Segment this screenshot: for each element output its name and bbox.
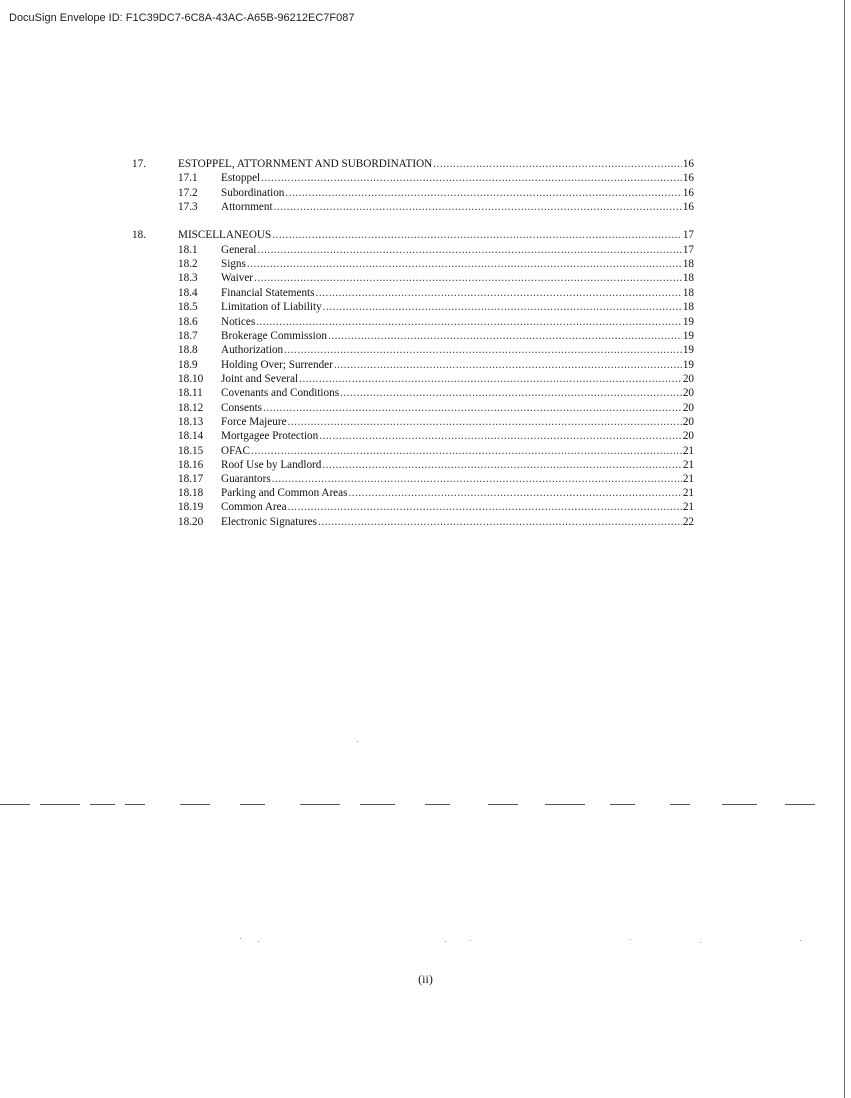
item-page: 20 — [682, 387, 694, 399]
toc-item — [178, 272, 694, 285]
item-title: Roof Use by Landlord — [221, 459, 322, 471]
dot-leader — [334, 359, 682, 372]
item-page: 20 — [682, 402, 694, 414]
dot-leader — [272, 229, 682, 242]
toc-item — [178, 330, 694, 343]
toc-item — [178, 373, 694, 386]
toc-item — [178, 501, 694, 514]
item-page: 21 — [682, 445, 694, 457]
dot-leader — [285, 187, 681, 200]
item-page: 16 — [682, 201, 694, 213]
item-number: 17.3 — [178, 201, 198, 213]
item-title: Brokerage Commission — [221, 330, 327, 342]
page-number: (ii) — [418, 972, 433, 986]
item-title: Force Majeure — [221, 416, 287, 428]
item-page: 19 — [682, 330, 694, 342]
item-number: 18.16 — [178, 459, 204, 471]
dot-leader — [288, 416, 682, 429]
item-number: 18.4 — [178, 287, 198, 299]
dot-leader — [256, 316, 682, 329]
item-title: Covenants and Conditions — [221, 387, 340, 399]
item-number: 18.5 — [178, 301, 198, 313]
item-number: 18.8 — [178, 344, 198, 356]
dot-leader — [299, 373, 682, 386]
item-number: 18.12 — [178, 402, 204, 414]
dot-leader — [328, 330, 682, 343]
item-number: 18.7 — [178, 330, 198, 342]
dot-leader — [254, 272, 682, 285]
item-title: Authorization — [221, 344, 284, 356]
item-number: 18.2 — [178, 258, 198, 270]
item-page: 18 — [682, 272, 694, 284]
item-page: 16 — [682, 187, 694, 199]
toc-item — [178, 316, 694, 329]
dot-leader — [288, 501, 682, 514]
item-page: 21 — [682, 473, 694, 485]
item-page: 21 — [682, 487, 694, 499]
item-number: 18.13 — [178, 416, 204, 428]
toc-item — [178, 473, 694, 486]
dot-leader — [272, 473, 682, 486]
item-title: Electronic Signatures — [221, 516, 317, 528]
toc-item — [178, 287, 694, 300]
toc-section-entry — [178, 158, 694, 171]
envelope-id: DocuSign Envelope ID: F1C39DC7-6C8A-43AC-A65B-96212EC7F087 — [9, 12, 355, 24]
dot-leader — [251, 445, 682, 458]
section-number: 17. — [132, 158, 146, 170]
item-title: OFAC — [221, 445, 251, 457]
item-number: 18.9 — [178, 359, 198, 371]
item-number: 17.2 — [178, 187, 198, 199]
item-title: Consents — [221, 402, 263, 414]
section-page: 17 — [682, 229, 694, 241]
dot-leader — [319, 430, 682, 443]
item-page: 22 — [682, 516, 694, 528]
item-page: 21 — [682, 459, 694, 471]
page-edge-line — [844, 0, 845, 1098]
item-title: Subordination — [221, 187, 285, 199]
toc-item — [178, 187, 694, 200]
toc-item — [178, 258, 694, 271]
toc-item — [178, 459, 694, 472]
item-number: 18.15 — [178, 445, 204, 457]
item-number: 18.1 — [178, 244, 198, 256]
item-title: General — [221, 244, 257, 256]
dot-leader — [247, 258, 682, 271]
item-page: 16 — [682, 172, 694, 184]
item-page: 20 — [682, 416, 694, 428]
item-page: 21 — [682, 501, 694, 513]
dot-leader — [316, 287, 682, 300]
dot-leader — [274, 201, 682, 214]
item-page: 18 — [682, 301, 694, 313]
item-title: Common Area — [221, 501, 287, 513]
item-page: 19 — [682, 344, 694, 356]
dot-leader — [433, 158, 682, 171]
dot-leader — [284, 344, 682, 357]
item-page: 19 — [682, 359, 694, 371]
toc-item — [178, 416, 694, 429]
item-title: Parking and Common Areas — [221, 487, 348, 499]
toc-item — [178, 487, 694, 500]
dot-leader — [257, 244, 681, 257]
section-title: MISCELLANEOUS — [178, 229, 272, 241]
item-number: 18.18 — [178, 487, 204, 499]
item-number: 18.11 — [178, 387, 203, 399]
toc-item — [178, 244, 694, 257]
item-title: Estoppel — [221, 172, 261, 184]
item-number: 18.6 — [178, 316, 198, 328]
dot-leader — [322, 459, 681, 472]
toc-item — [178, 516, 694, 529]
toc-item — [178, 344, 694, 357]
item-title: Signs — [221, 258, 246, 270]
item-title: Holding Over; Surrender — [221, 359, 333, 371]
item-number: 18.14 — [178, 430, 204, 442]
dot-leader — [318, 516, 682, 529]
item-title: Notices — [221, 316, 256, 328]
item-title: Guarantors — [221, 473, 271, 485]
toc-item — [178, 201, 694, 214]
item-title: Limitation of Liability — [221, 301, 322, 313]
toc-item — [178, 301, 694, 314]
dot-leader — [340, 387, 682, 400]
item-page: 18 — [682, 258, 694, 270]
toc-item — [178, 359, 694, 372]
item-page: 19 — [682, 316, 694, 328]
section-page: 16 — [682, 158, 694, 170]
toc-item — [178, 445, 694, 458]
item-page: 20 — [682, 430, 694, 442]
toc-item — [178, 402, 694, 415]
toc-section-entry — [178, 229, 694, 242]
dot-leader — [261, 172, 682, 185]
item-number: 18.20 — [178, 516, 204, 528]
item-title: Financial Statements — [221, 287, 315, 299]
item-page: 17 — [682, 244, 694, 256]
item-number: 18.10 — [178, 373, 204, 385]
item-number: 18.17 — [178, 473, 204, 485]
dot-leader — [323, 301, 682, 314]
toc-item — [178, 430, 694, 443]
item-number: 17.1 — [178, 172, 198, 184]
item-title: Mortgagee Protection — [221, 430, 319, 442]
dot-leader — [263, 402, 682, 415]
item-title: Waiver — [221, 272, 254, 284]
toc-item — [178, 387, 694, 400]
item-number: 18.19 — [178, 501, 204, 513]
item-number: 18.3 — [178, 272, 198, 284]
item-page: 18 — [682, 287, 694, 299]
section-title: ESTOPPEL, ATTORNMENT AND SUBORDINATION — [178, 158, 433, 170]
item-page: 20 — [682, 373, 694, 385]
section-number: 18. — [132, 229, 146, 241]
item-title: Joint and Several — [221, 373, 299, 385]
toc-item — [178, 172, 694, 185]
dot-leader — [348, 487, 681, 500]
item-title: Attornment — [221, 201, 273, 213]
